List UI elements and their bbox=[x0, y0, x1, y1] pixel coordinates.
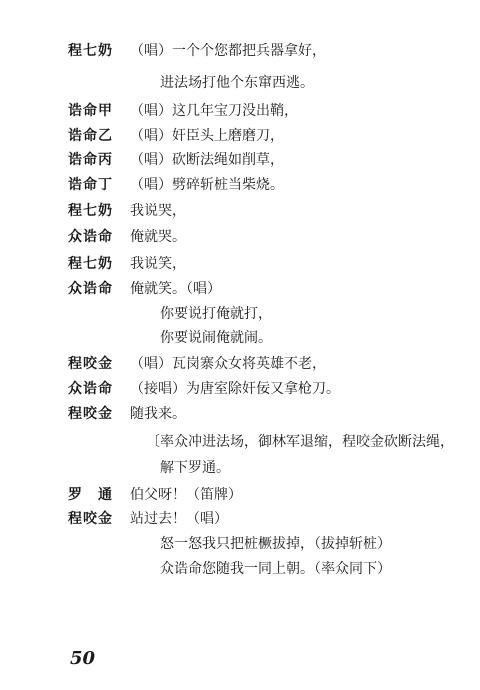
line-text: （唱）一个个您都把兵器拿好， bbox=[130, 43, 326, 59]
line-text: 进法场打他个东窜西逃。 bbox=[160, 75, 314, 91]
line-text: （唱）瓦岗寨众女将英雄不老， bbox=[130, 356, 326, 372]
line-text: 俺就哭。 bbox=[130, 229, 186, 245]
speaker-name: 众诰命 bbox=[68, 381, 113, 397]
speaker-name: 诰命丙 bbox=[68, 152, 113, 168]
line-text: 解下罗通。 bbox=[160, 460, 230, 476]
speaker-name: 众诰命 bbox=[68, 229, 113, 245]
page-number: 50 bbox=[70, 648, 96, 669]
speaker-name: 诰命丁 bbox=[68, 177, 113, 193]
speaker-name: 程七奶 bbox=[68, 203, 113, 219]
line-text: （唱）劈碎斩桩当柴烧。 bbox=[130, 177, 284, 193]
speaker-name: 程七奶 bbox=[68, 256, 113, 272]
speaker-name: 程咬金 bbox=[68, 356, 113, 372]
speaker-name: 罗 通 bbox=[68, 487, 113, 503]
line-text: （唱）奸臣头上磨磨刀， bbox=[130, 128, 284, 144]
line-text: 〔率众冲进法场，御林军退缩，程咬金砍断法绳， bbox=[146, 434, 454, 450]
line-text: 我说笑， bbox=[130, 256, 186, 272]
line-text: （接唱）为唐室除奸佞又拿枪刀。 bbox=[130, 381, 340, 397]
line-text: 怒一怒我只把桩橛拔掉，（拔掉斩桩） bbox=[160, 536, 391, 552]
speaker-name: 诰命乙 bbox=[68, 128, 113, 144]
line-text: （唱）这几年宝刀没出鞘， bbox=[130, 103, 298, 119]
speaker-name: 诰命甲 bbox=[68, 103, 113, 119]
line-text: 你要说闹俺就闹。 bbox=[160, 330, 272, 346]
speaker-name: 程咬金 bbox=[68, 406, 113, 422]
line-text: 随我来。 bbox=[130, 406, 186, 422]
line-text: （唱）砍断法绳如削草， bbox=[130, 152, 284, 168]
speaker-name: 程七奶 bbox=[68, 43, 113, 59]
line-text: 站过去！（唱） bbox=[130, 511, 228, 527]
speaker-name: 程咬金 bbox=[68, 511, 113, 527]
speaker-name: 众诰命 bbox=[68, 281, 113, 297]
line-text: 伯父呀！（笛牌） bbox=[130, 487, 242, 503]
line-text: 俺就笑。（唱） bbox=[130, 281, 221, 297]
line-text: 我说哭， bbox=[130, 203, 186, 219]
line-text: 众诰命您随我一同上朝。（率众同下） bbox=[160, 561, 391, 577]
line-text: 你要说打俺就打， bbox=[160, 306, 272, 322]
